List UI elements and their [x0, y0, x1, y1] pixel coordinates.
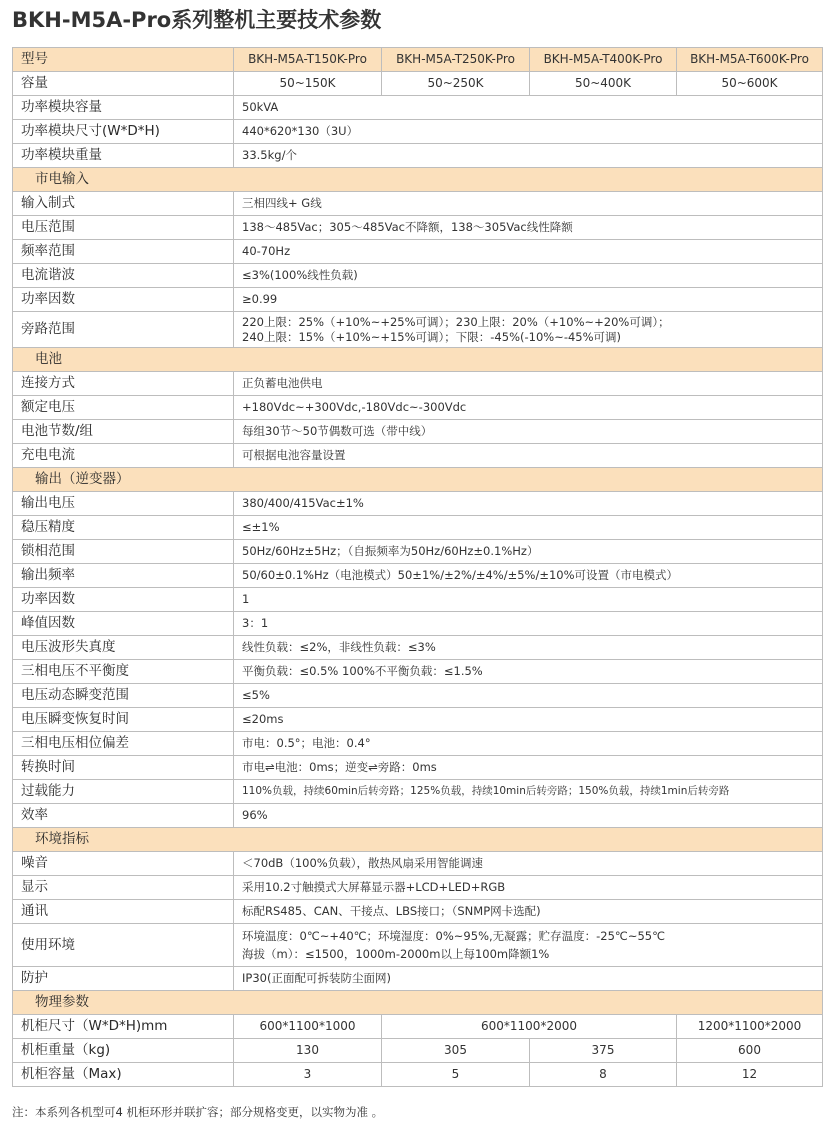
spec-value-line: 240上限：15%（+10%~+15%可调）；下限：-45%(-10%~-45%可调) [242, 329, 622, 344]
section-header-physical [13, 991, 823, 1015]
spec-label: 输入制式 [13, 192, 234, 216]
spec-value: 40-70Hz [234, 240, 823, 264]
spec-row [13, 804, 823, 828]
spec-label: 连接方式 [13, 372, 234, 396]
spec-row [13, 612, 823, 636]
spec-value [234, 924, 823, 967]
spec-label: 电压动态瞬变范围 [13, 684, 234, 708]
spec-row [13, 967, 823, 991]
spec-value: 50kVA [234, 96, 823, 120]
spec-value: ≤5% [234, 684, 823, 708]
spec-label: 显示 [13, 876, 234, 900]
spec-value: 1200*1100*2000 [677, 1015, 823, 1039]
spec-value: 50/60±0.1%Hz（电池模式）50±1%/±2%/±4%/±5%/±10%可设置（市电模式） [234, 564, 823, 588]
spec-value: 33.5kg/个 [234, 144, 823, 168]
spec-value: +180Vdc~+300Vdc,-180Vdc~-300Vdc [234, 396, 823, 420]
spec-value: 线性负载：≤2%，非线性负载：≤3% [234, 636, 823, 660]
spec-label: 频率范围 [13, 240, 234, 264]
spec-value: ≥0.99 [234, 288, 823, 312]
spec-label: 三相电压相位偏差 [13, 732, 234, 756]
spec-label: 三相电压不平衡度 [13, 660, 234, 684]
spec-value: 三相四线+ G线 [234, 192, 823, 216]
section-header-mains [13, 168, 823, 192]
page-title: BKH-M5A-Pro系列整机主要技术参数 [12, 8, 382, 32]
spec-label: 机柜尺寸（W*D*H)mm [13, 1015, 234, 1039]
spec-value: 305 [382, 1039, 530, 1063]
spec-label: 机柜重量（kg) [13, 1039, 234, 1063]
spec-value: 采用10.2寸触摸式大屏幕显示器+LCD+LED+RGB [234, 876, 823, 900]
section-title: 电池 [13, 348, 823, 372]
spec-value: 50Hz/60Hz±5Hz；（自振频率为50Hz/60Hz±0.1%Hz） [234, 540, 823, 564]
spec-value: 8 [530, 1063, 677, 1087]
spec-row [13, 264, 823, 288]
spec-value: 138～485Vac；305～485Vac不降额，138～305Vac线性降额 [234, 216, 823, 240]
spec-value: 平衡负载：≤0.5% 100%不平衡负载：≤1.5% [234, 660, 823, 684]
spec-value [234, 312, 823, 348]
model-label: 型号 [13, 48, 234, 72]
spec-value: 110%负载，持续60min后转旁路；125%负载，持续10min后转旁路；150%负载，持续1min后转旁路 [234, 780, 823, 804]
spec-row [13, 516, 823, 540]
spec-row [13, 564, 823, 588]
spec-label: 输出电压 [13, 492, 234, 516]
spec-value: 12 [677, 1063, 823, 1087]
spec-label: 使用环境 [13, 924, 234, 967]
model-name: BKH-M5A-T150K-Pro [234, 48, 382, 72]
spec-row [13, 396, 823, 420]
spec-label: 防护 [13, 967, 234, 991]
footnote: 注：本系列各机型可4 机柜环形并联扩容；部分规格变更，以实物为准 。 [12, 1105, 384, 1119]
spec-row [13, 216, 823, 240]
spec-value: 5 [382, 1063, 530, 1087]
spec-value: 50~250K [382, 72, 530, 96]
spec-label: 噪音 [13, 852, 234, 876]
spec-value: 130 [234, 1039, 382, 1063]
section-title: 物理参数 [13, 991, 823, 1015]
spec-value: 96% [234, 804, 823, 828]
model-name: BKH-M5A-T400K-Pro [530, 48, 677, 72]
spec-value: 50~600K [677, 72, 823, 96]
spec-row [13, 924, 823, 967]
section-title: 输出（逆变器） [13, 468, 823, 492]
section-title: 市电输入 [13, 168, 823, 192]
spec-label: 过载能力 [13, 780, 234, 804]
spec-row [13, 636, 823, 660]
spec-row [13, 732, 823, 756]
spec-label: 额定电压 [13, 396, 234, 420]
spec-label: 输出频率 [13, 564, 234, 588]
spec-label: 电压范围 [13, 216, 234, 240]
spec-label: 旁路范围 [13, 312, 234, 348]
spec-value: 375 [530, 1039, 677, 1063]
spec-label: 功率因数 [13, 288, 234, 312]
spec-label: 锁相范围 [13, 540, 234, 564]
spec-label: 容量 [13, 72, 234, 96]
capacity-row [13, 72, 823, 96]
spec-value: 3：1 [234, 612, 823, 636]
spec-row [13, 876, 823, 900]
spec-value: ＜70dB（100%负载），散热风扇采用智能调速 [234, 852, 823, 876]
spec-label: 通讯 [13, 900, 234, 924]
spec-value-line: 220上限：25%（+10%~+25%可调）；230上限：20%（+10%~+20%可调）； [242, 314, 670, 329]
spec-table [12, 47, 823, 1087]
spec-value: 标配RS485、CAN、干接点、LBS接口；（SNMP网卡选配) [234, 900, 823, 924]
spec-value: 正负蓄电池供电 [234, 372, 823, 396]
spec-value: ≤±1% [234, 516, 823, 540]
spec-row [13, 900, 823, 924]
spec-value: IP30(正面配可拆装防尘面网) [234, 967, 823, 991]
spec-value: 市电⇌电池：0ms；逆变⇌旁路：0ms [234, 756, 823, 780]
spec-row [13, 240, 823, 264]
spec-row [13, 312, 823, 348]
spec-label: 效率 [13, 804, 234, 828]
spec-row [13, 492, 823, 516]
spec-value-line: 海拔（m）：≤1500，1000m-2000m以上每100m降额1% [242, 947, 550, 961]
spec-row [13, 192, 823, 216]
spec-row [13, 288, 823, 312]
spec-value: 440*620*130（3U） [234, 120, 823, 144]
cabinet-capacity-row [13, 1063, 823, 1087]
spec-label: 转换时间 [13, 756, 234, 780]
spec-value: 可根据电池容量设置 [234, 444, 823, 468]
spec-label: 电压瞬变恢复时间 [13, 708, 234, 732]
spec-value: 50~400K [530, 72, 677, 96]
spec-row [13, 420, 823, 444]
spec-row [13, 660, 823, 684]
spec-row [13, 120, 823, 144]
spec-label: 功率因数 [13, 588, 234, 612]
spec-label: 功率模块尺寸(W*D*H) [13, 120, 234, 144]
spec-value: 600 [677, 1039, 823, 1063]
section-header-environment [13, 828, 823, 852]
spec-value: 每组30节～50节偶数可选（带中线） [234, 420, 823, 444]
spec-value: 600*1100*1000 [234, 1015, 382, 1039]
spec-value-line: 环境温度：0℃~+40℃；环境湿度：0%~95%,无凝露；贮存温度：-25℃~55℃ [242, 929, 666, 943]
spec-label: 稳压精度 [13, 516, 234, 540]
model-name: BKH-M5A-T600K-Pro [677, 48, 823, 72]
section-header-battery [13, 348, 823, 372]
spec-label: 功率模块容量 [13, 96, 234, 120]
spec-value: 3 [234, 1063, 382, 1087]
spec-label: 电池节数/组 [13, 420, 234, 444]
spec-row [13, 780, 823, 804]
spec-row [13, 756, 823, 780]
model-header-row [13, 48, 823, 72]
spec-row [13, 96, 823, 120]
spec-value: 市电：0.5°；电池：0.4° [234, 732, 823, 756]
spec-label: 机柜容量（Max) [13, 1063, 234, 1087]
spec-row [13, 372, 823, 396]
spec-row [13, 684, 823, 708]
spec-row [13, 708, 823, 732]
spec-label: 充电电流 [13, 444, 234, 468]
spec-row [13, 588, 823, 612]
cabinet-size-row [13, 1015, 823, 1039]
spec-label: 功率模块重量 [13, 144, 234, 168]
spec-value: ≤3%(100%线性负载) [234, 264, 823, 288]
spec-row [13, 144, 823, 168]
spec-row [13, 444, 823, 468]
section-title: 环境指标 [13, 828, 823, 852]
spec-value: 50~150K [234, 72, 382, 96]
spec-value: 380/400/415Vac±1% [234, 492, 823, 516]
model-name: BKH-M5A-T250K-Pro [382, 48, 530, 72]
spec-value: 600*1100*2000 [382, 1015, 677, 1039]
spec-value: 1 [234, 588, 823, 612]
spec-row [13, 540, 823, 564]
cabinet-weight-row [13, 1039, 823, 1063]
spec-label: 电压波形失真度 [13, 636, 234, 660]
spec-label: 电流谐波 [13, 264, 234, 288]
section-header-output [13, 468, 823, 492]
spec-row [13, 852, 823, 876]
spec-label: 峰值因数 [13, 612, 234, 636]
spec-value: ≤20ms [234, 708, 823, 732]
